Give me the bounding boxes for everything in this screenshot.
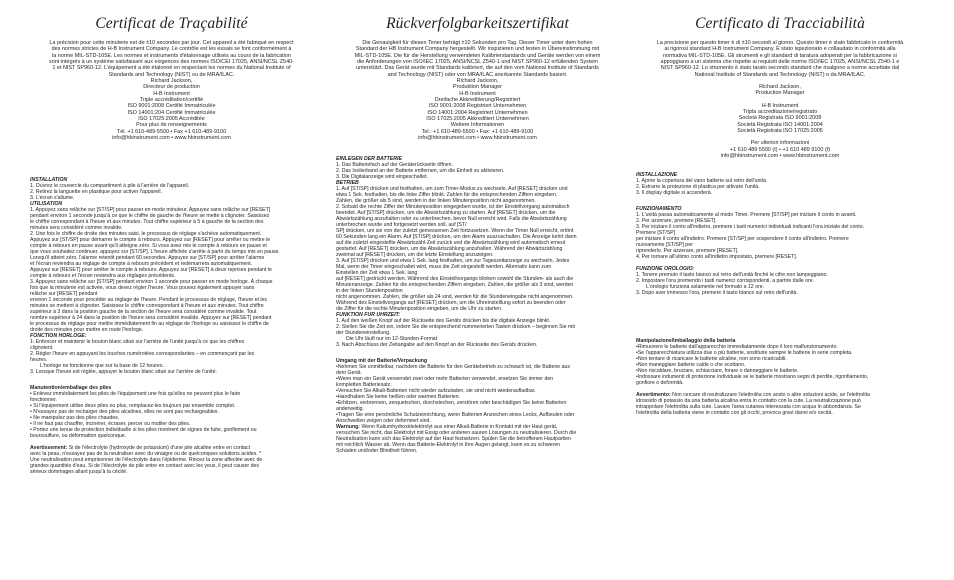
certificate-line: NIST SP960-12. Lo strumento è stato tarato secondo standard che risalgono a norme accettate dal	[660, 65, 900, 72]
accreditation-line: Società Registrata ISO 9001:2008	[738, 115, 822, 122]
uhrzeit-step-3: 3. Nach Abschluss der Zeitangabe auf den Knopf an der Rückseite des Geräts drücken.	[336, 341, 538, 348]
warning-line: Neutralisation kann sich das Elektrolyt auf der Haut festsetzen. Spülen Sie die betroffenen Hautpartien	[336, 435, 571, 442]
certificate-line: Pour plus de renseignements	[136, 122, 207, 129]
warning-line: Schäden und/oder Blindheit führen.	[336, 447, 418, 454]
french-instructions	[30, 177, 313, 475]
warning-line: versuchen Sie nicht, das Elektrolyt mit Essig oder anderen sauren Lösungen zu neutralisieren. Durch die	[336, 429, 577, 436]
horloge-line: heures.	[30, 356, 48, 363]
einlegen-heading: EINLEGEN DER BATTERIE	[336, 155, 402, 162]
piles-list	[30, 391, 313, 439]
italian-warning-line-1: Non cercare di neutralizzare l'elettrolita con aceto o altre soluzioni acide, se l'elettrolita	[670, 391, 870, 398]
italian-warning-rest	[636, 398, 924, 416]
uhrzeit-steps	[336, 318, 619, 336]
funzionamento-line: 2. Per azzerare, premere [RESET].	[636, 217, 717, 224]
certificate-line: ISO 17025:2005 Accréditée	[138, 116, 205, 123]
utilisation-steps	[30, 207, 313, 333]
utilisation-line: Lorsqu'il atteint zéro, l'alarme retentit pendant 60 secondes. Appuyez sur [ST/SP] pour arrêter l'alarme	[30, 254, 265, 261]
german-warning-label: Warnung:	[336, 423, 361, 430]
funzionamento-line: riprenderlo. Per azzerare, premere [RESET].	[636, 247, 739, 254]
certificate-line: Richard Jackson,	[456, 78, 499, 85]
funzionamento-line: 4. Per tornare all'ultimo conto all'indietro impostato, premere [RESET].	[636, 253, 798, 260]
certificate-line: La précision pour cette minuterie est de ±10 secondes par jour. Cet appareil a été fabriqué en respect	[49, 40, 294, 46]
signature-line: Richard Jackson,	[759, 84, 801, 91]
betrieb-line: 1. Auf [ST/SP] drücken und festhalten, um zum Timer-Modus zu wechseln. Auf [RESET] drücken und	[336, 185, 568, 192]
betrieb-line: Mal, wenn der Timer eingeschaltet wird, muss die Zeit eingestellt werden. Alternativ kann zum	[336, 263, 552, 270]
utilisation-line: relâche sur [RESET] pendant	[30, 290, 98, 297]
betrieb-line: 3. Auf [ST/SP] drücken und etwa 1 Sek. lang festhalten, um zur Tageszeitanzeige zu wechseln. Jedes	[336, 257, 570, 264]
piles-item: • N'essayez pas de recharger des piles alcalines, elles ne sont pas rechargeables.	[30, 408, 219, 415]
warning-line: l'elettrolita della batteria viene in contatto con gli occhi, provoca gravi danni e/o cecità.	[636, 409, 833, 416]
warning-line: idrossido di potassio da una batteria alcalina entra in contatto con la cute. La neutralizzazione può	[636, 397, 861, 404]
betrieb-line: Zahlen, die größer als 5 sind, werden in der linken Minutenposition nicht angenommen.	[336, 197, 536, 204]
accreditation-line: H-B Instrument	[761, 102, 799, 109]
horloge-note: L'horloge ne fonctionne que sur la base de 12 heures.	[40, 362, 164, 369]
certificate-line: des normes strictes de H-B Instrument Company. Le contrôle est les essais se font conformément à	[51, 46, 292, 53]
utilisation-line: 1. Appuyez sans relâche sur [ST/SP] pour passer en mode minuteur. Appuyez sans relâche sur [RESET]	[30, 206, 271, 213]
horloge-line: 2. Régler l'heure en appuyant les touches numérotées correspondantes – en commençant par les	[30, 350, 255, 357]
piles-item: • Si l'équipement utilise deux piles ou plus, remplacez-les toujours par ensemble complet.	[30, 402, 236, 409]
umgang-item: •Erhitzen, verbrennen, zerquetschen, durchstechen, zerstören oder beschädigen Sie keine Batterien	[336, 399, 567, 406]
installation-step: 2. Retirez la languette en plastique pour activer l'appareil.	[30, 188, 162, 195]
certificate-line: info@hbinstrument.com • www.hbinstrument.com	[418, 135, 537, 142]
piles-heading: Manutention/emballage des piles	[30, 384, 112, 391]
funzionamento-line: per iniziare il conto all'indietro. Premere [ST/SP] per sospendere il conto all'indietro. Premere	[636, 235, 849, 242]
orologio-note: L'orologio funziona solamente nel formato a 12 ore.	[646, 283, 765, 290]
einlegen-step: 1. Das Batteriefach auf der Geräterückseite öffnen.	[336, 161, 453, 168]
italian-warning	[636, 392, 924, 416]
certificate-line: unterstützt. Das Gerät wurde mit Standards kalibriert, die auf den vom National Institute of Standards	[356, 65, 599, 72]
german-warning-rest	[336, 430, 619, 454]
utilisation-line: nombre supérieur à 24 dans la position de l'heure sera considéré invalide. Appuyez sur [RESET] pendant	[30, 314, 272, 321]
funzionamento-line: Premere [ST/SP]	[636, 229, 676, 236]
orologio-line: 2. Impostare l'ora premendo i tasti numerici corrispondenti, a partire dalle ore.	[636, 277, 815, 284]
utilisation-line: compte à rebours en pause avant qu'il atteigne zéro. Si vous avez mis le compte à rebours en pause et	[30, 242, 267, 249]
utilisation-line: fois que la minuterie est activée, vous devez régler l'heure. Vous pouvez également appuyer sans	[30, 284, 255, 291]
utilisation-line: 3. Appuyez sans relâche sur [ST/SP] pendant environ 1 seconde pour passer en mode horloge. À chaque	[30, 278, 273, 285]
utilisation-line: compte à rebours et l'écran reviendra aux réglages précédents.	[30, 272, 176, 279]
betrieb-line: unterbrochen wurde und fortgesetzt werden soll, auf [ST/	[336, 221, 467, 228]
installazione-step: 2. Estrarre la protezione di plastica per attivare l'unità.	[636, 183, 760, 190]
certificate-line: Die Genauigkeit für diesen Timer beträgt ±10 Sekunden pro Tag. Dieser Timer unter dem hohen	[362, 40, 593, 46]
certificate-line: Standards and Technology (NIST) ou de MRA/ILAC.	[108, 71, 235, 78]
betrieb-heading: BETRIEB	[336, 179, 359, 186]
manipolazione-item: •Indossare indumenti di protezione individuale se le batterie mostrano segni di perdite, rigonfiamento,	[636, 373, 869, 380]
french-column	[30, 0, 313, 580]
certificate-line: normativa MIL-STD-105E. Gli strumenti e gli standard di taratura adoperati per la fabbricazione si	[663, 52, 897, 59]
certificate-line: Standard der HB Instrument Company hergestellt. Wir inspizieren und testen in Übereinstimmung mit	[355, 46, 600, 53]
installation-steps	[30, 183, 313, 201]
funzionamento-line: 3. Per iniziare il conto all'indietro, premere i tasti numerici individuali indicanti l'ora iniziale del conto.	[636, 223, 865, 230]
umgang-item: •Wenn man ein Gerät verwendet zwei oder mehr Batterien verwendet, ersetzen Sie immer den	[336, 375, 554, 382]
uhrzeit-heading: FUNKTION FUR UHRZEIT:	[336, 311, 401, 318]
certificate-line: MIL-STD-105E. Die für die Herstellung verwendeten Kalibrierstandards und Geräte werden von einem	[354, 52, 601, 59]
manipolazione-heading: Manipolazione/Imballaggio della batteria	[636, 337, 736, 344]
german-warning-line-1: Wenn Kaliumhydroxidelektrolyt aus einer Alkali-Batterie in Kontakt mit der Haut gerät,	[360, 423, 558, 430]
utilisation-line: environ 1 seconde pour procéder au réglage de l'heure. Pendant le processus de réglage, l'heure et les	[30, 296, 268, 303]
utilisation-line: le chiffre correspondant à l'heure et aux minutes. Tout chiffre supérieur à 5 à gauche de la section des	[30, 218, 264, 225]
betrieb-line: gestartet. Auf [RESET] drücken, um die Abwärtszählung anzuhalten. Während der Abwärtszählung	[336, 245, 563, 252]
utilisation-line: le processus de réglage pour mettre immédiatement fin au réglage de l'horloge ou saisissez le chiffre de	[30, 320, 269, 327]
certificate-line: Directeur de production	[143, 84, 200, 91]
utilisation-line: que vous souhaitez continuer, appuyez sur [ST/SP]. L'heure affichée s'arrête à partir du temps mis en pause.	[30, 248, 280, 255]
certificate-line: and Technology (NIST) oder von MRA/ILAC anerkannte Standards basiert.	[387, 71, 568, 78]
uhrzeit-note: Die Uhr läuft nur im 12-Stunden-Format	[346, 335, 438, 342]
utilisation-line: supérieur à 3 dans la position gauche de la section de l'heure sera considéré comme invalide. Tout	[30, 308, 257, 315]
funzionamento-line: nuovamente [ST/SP] per	[636, 241, 693, 248]
horloge-step-3: 3. Lorsque l'heure est réglée, appuyer le bouton blanc situé sur l'arrière de l'unité.	[30, 368, 217, 375]
einlegen-step: 2. Das Isolierband an der Batterie entfernen, um die Einheit zu aktivieren.	[336, 167, 505, 174]
french-warning-rest	[30, 451, 313, 475]
utilisation-heading: UTILISATION	[30, 200, 63, 207]
manipolazione-item: •Non tentare di ricaricare le batterie alcaline, non sono ricaricabili.	[636, 355, 787, 362]
warning-line: sérieux dommages allant jusqu'à la cécité.	[30, 468, 128, 475]
betrieb-line: Einstellen der Zeit etwa 1 Sek. lang	[336, 269, 418, 276]
utilisation-line: droite des minutes pour mettre en route l'horloge.	[30, 326, 144, 333]
certificate-line: sont intégrés à un système satisfaisant aux exigences des normes ISO/CEI 17025, ANSI/NCSL Z540-	[49, 59, 294, 66]
installation-heading: INSTALLATION	[30, 176, 68, 183]
piles-item: fonctionner.	[30, 396, 57, 403]
italian-warning-label: Avvertimento:	[636, 391, 671, 398]
utilisation-line: minutes se mettent à clignoter. Saisissez le chiffre correspondant à l'heure et aux minutes. Tout chiffre	[30, 302, 264, 309]
german-title: Rückverfolgbarkeitszertifikat	[386, 15, 569, 32]
german-column	[336, 0, 619, 580]
funzionamento-heading: FUNZIONAMENTO	[636, 205, 682, 212]
installation-step: 3. L'écran s'allume.	[30, 194, 75, 201]
betrieb-line: SP] drücken, um sie von der zuletzt gemessenen Zeit fortzusetzen. Wenn der Timer Null erreicht, ertönt	[336, 227, 574, 234]
warning-line: grandes quantités d'eau. Si de l'électrolyte de pile entre en contact avec les yeux, il peut causer des	[30, 462, 259, 469]
betrieb-line: zweimal auf [RESET] drücken, um die letzte Einstellung anzuzeigen.	[336, 251, 494, 258]
manipolazione-list	[636, 344, 924, 386]
accreditation-line: Società Registrata ISO 14001:2004	[737, 121, 823, 128]
german-instructions	[336, 156, 619, 454]
certificate-line: appoggiano a un sistema che rispette ai requisiti delle norme ISO/IEC 17025, ANSI/NCSL Z540-1 e	[660, 59, 900, 66]
umgang-item: dem Gerät.	[336, 369, 362, 376]
utilisation-line: pendant environ 1 seconde jusqu'à ce que le chiffre de gauche de l'heure se mette à clignoter. Saisissez	[30, 212, 270, 219]
certificate-line: Richard Jackson,	[150, 78, 193, 85]
italian-instructions	[636, 172, 924, 416]
german-certificate-text	[336, 40, 619, 142]
betrieb-line: beendet. Auf [ST/SP] drücken, um die Abwärtszählung zu starten. Auf [RESET] drücken, um die	[336, 209, 556, 216]
certificate-line: H-B Instrument	[153, 90, 190, 97]
certificate-line: ISO 14001:2004 Registriert Unternehmen	[427, 109, 528, 116]
installazione-steps	[636, 178, 924, 196]
certificate-line: Tél. +1 610-489-5500 • Fax +1 610-489-9100	[116, 128, 227, 135]
warning-line: avec la peau, n'essayez pas de la neutraliser avec du vinaigre ou de quelconques solutions acides. *	[30, 450, 262, 457]
funzionamento-line: 1. L'unità passa automaticamente al modo Timer. Premere [ST/SP] per iniziare il conto in avanti.	[636, 211, 857, 218]
certificate-line: die Anforderungen von ISO/IEC 17025, ANSI/NCSL Z540-1 und NIST SP960-12 erfüllenden System	[357, 59, 598, 66]
orologio-heading: FUNZIONE OROLOGIO:	[636, 265, 695, 272]
orologio-step-3: 3. Dopo aver immesso l'ora, premere il tasto bianco sul retro dell'unità.	[636, 289, 798, 296]
installazione-heading: INSTALLAZIONE	[636, 171, 678, 178]
french-title: Certificat de Traçabilité	[95, 15, 248, 32]
warning-line: Une neutralisation peut emprisonner de l'électrolyte dans l'épiderme. Rincez la zone affectée avec de	[30, 456, 263, 463]
german-warning	[336, 424, 619, 454]
french-warning-label: Avertissement:	[30, 444, 68, 451]
signature-line: Production Manager	[755, 90, 805, 97]
umgang-item: •Nehmen Sie unmittelbar, nachdem die Batterie für den Gerätebetrieb zu schwach ist, die Batterie aus	[336, 363, 570, 370]
betrieb-line: Während des Einstellvorgangs auf [RESET] drücken, um die Uhreinstelllung sofort zu beenden oder	[336, 299, 566, 306]
warning-line: mit reichlich Wasser ab. Wenn das Batterie-Elektrolyt in Ihre Augen gelangt, kann es zu schweren	[336, 441, 561, 448]
french-certificate-text	[30, 40, 313, 142]
uhrzeit-line: der Stundeneinstellung.	[336, 329, 391, 336]
betrieb-steps	[336, 186, 619, 312]
manipolazione-item: •Se l'apparecchiatura utilizza due o più batterie, sostituire sempre le batterie in serie completa.	[636, 349, 853, 356]
italian-title: Certificato di Tracciabilità	[695, 15, 865, 32]
certificate-line: ISO 17025:2005 Akkreditiert Unternehmen	[426, 116, 529, 123]
certificate-line: H-B Instrument	[459, 90, 496, 97]
certificate-line: ISO 9001:2008 Certifié Immatriculée	[127, 103, 216, 110]
french-warning-line-1: Si de l'électrolyte (hydroxyde de potassium) d'une pile alcaline entre en contact	[67, 444, 251, 451]
betrieb-line: 2. Sobald die rechte Ziffer der Minutenposition eingegeben wurde, ist der Einstellvorgang automatisch	[336, 203, 570, 210]
horloge-heading: FONCTION HORLOGE:	[30, 332, 87, 339]
utilisation-line: Appuyez sur [RESET] pour arrêter le compte à rebours. Appuyez sur [RESET] à deux reprises pendant le	[30, 266, 272, 273]
umgang-item: •Tragen Sie eine persönliche Schutzeinrichtung, wenn Batterien Anzeichen eines Lecks, Aufbeulen oder	[336, 411, 575, 418]
certificate-line: Triple accréditation/certifié	[139, 97, 204, 104]
certificate-line: Produktion Manager	[453, 84, 502, 91]
horloge-line: clignotent.	[30, 344, 54, 351]
einlegen-steps	[336, 162, 619, 180]
manipolazione-item: gonfiore o deformità.	[636, 379, 684, 386]
piles-item: • Portez une tenue de protection individuelle si les piles montrent de signes de fuite, gonflement ou	[30, 426, 257, 433]
contact-line: +1 610 489 5500 (t) • +1 610 489 9100 (f)	[729, 146, 831, 153]
accreditation-line: Tripla accreditazione/registrato	[742, 109, 818, 116]
certificate-line: ai rigorosi standard H-B Instrument Company. È stato ispezionato e collaudato in conformità alla	[664, 46, 896, 53]
umgang-item: •Handhaben Sie keine heißen oder warmen Batterien.	[336, 393, 461, 400]
piles-item: • Il ne faut pas chauffer, incinérer, écraser, percer ou mutiler des piles.	[30, 420, 191, 427]
umgang-item: kompletten Batteriesatz.	[336, 381, 392, 388]
orologio-steps	[636, 272, 924, 284]
warning-line: intrappolare l'elettrolita sulla cute. Lavare l'area cutanea interessata con acqua in abbondanza. Se	[636, 403, 861, 410]
piles-item: • Ne manipulez pas des piles chaudes.	[30, 414, 120, 421]
installazione-step: 1. Aprire la copertura del vano batterie sul retro dell'unità.	[636, 177, 768, 184]
betrieb-line: etwa 1 Sek. festhalten, bis die linke Ziffer blinkt. Zahlen für die entsprechenden Ziffern eingeben.	[336, 191, 558, 198]
umgang-heading: Umgang mit der Batterie/Verpackung	[336, 357, 428, 364]
manipolazione-item: •Non maneggiare batterie calde o che scottano.	[636, 361, 746, 368]
utilisation-line: minutes sera considéré comme invalide.	[30, 224, 123, 231]
italian-certificate-text	[636, 40, 924, 160]
betrieb-line: Minutenanzeige. Zahlen für die entsprechenden Ziffern eingeben. Zahlen, die größer als 3 sind, werden	[336, 281, 574, 288]
certificate-line: 1 et NIST SP960-12. L'équipement a été étalonné en respectant les normes du National Institute of	[52, 65, 291, 72]
betrieb-line: die Ziffer für die rechte Minutenposition eingeben, um die Uhr zu starten.	[336, 305, 503, 312]
certificate-line: ISO 14001:204 Certifié Immatriculée	[127, 109, 216, 116]
uhrzeit-line: 1. Auf den weißen Knopf auf der Rückseite des Geräts drücken bis die digitale Anzeige blinkt.	[336, 317, 551, 324]
certificate-line: ISO 9001:2008 Registriert Unternehmen	[428, 103, 527, 110]
horloge-line: 1. Enfoncer et maintenir le bouton blanc situé sur l'arrière de l'unité jusqu'à ce que les chiffres	[30, 338, 245, 345]
orologio-line: 1. Tenere premuto il tasto bianco sul retro dell'unità finché le cifre non lampeggiano.	[636, 271, 828, 278]
manipolazione-item: •Rimuovere le batterie dall'apparecchio immediatamente dopo il loro malfunzionamento.	[636, 343, 838, 350]
manipolazione-item: •Non riscaldare, bruciare, schiacciare, forare o danneggiare le batterie.	[636, 367, 799, 374]
einlegen-step: 3. Die Digitalanzeige wird eingeschaltet.	[336, 173, 428, 180]
certificate-line: Weitere Informationen	[450, 122, 505, 129]
contact-line: info@hbinstrument.com • www.hbinstrument.com	[720, 153, 840, 160]
certificate-line: Dreifache Akkreditierung/Registriert	[434, 97, 521, 104]
certificate-line: info@hbinstrument.com • www.hbinstrument.com	[112, 135, 231, 142]
betrieb-line: Abwärtszählung anzuhalten oder zu unterbrechen, bevor Null erreicht wird. Falls die Abwärtszählung	[336, 215, 567, 222]
umgang-item: Anschwellen zeigen oder deformiert sind.	[336, 417, 431, 424]
piles-item: boursouflure, ou déformation quelconque.	[30, 432, 127, 439]
umgang-list	[336, 364, 619, 424]
certificate-line: National Institute of Standards and Technology (NIST) o da MRA/ILAC.	[694, 71, 866, 78]
utilisation-line: et l'écran reviendra au réglage de compte à rebours précédent et redémarrera automatiquement.	[30, 260, 253, 267]
certificate-line: Tel.: +1 610-489-5500 • Fax: +1 610-489-9100	[421, 128, 534, 135]
funzionamento-steps	[636, 212, 924, 260]
uhrzeit-line: 2. Stellen Sie die Zeit ein, indem Sie die entsprechend nummerierten Tasten drücken – beginnen Sie mit	[336, 323, 575, 330]
betrieb-line: in der linken Stundenposition	[336, 287, 403, 294]
installation-step: 1. Ouvrez le couvercle du compartiment à pile à l'arrière de l'appareil.	[30, 182, 190, 189]
utilisation-line: Appuyez sur [ST/SP] pour démarrer le compte à rebours. Appuyez sur [RESET] pour arrêter ou mettre le	[30, 236, 271, 243]
italian-column	[636, 0, 924, 580]
betrieb-line: nicht angenommen. Zahlen, die größer als 24 sind, werden für die Stundeneingabe nicht angenommen.	[336, 293, 574, 300]
accreditation-line: Società Registrata ISO 17025:2005	[737, 128, 823, 135]
certificate-line: La precisione per questo timer è di ±10 secondi al giorno. Questo timer è stato fabbricato in conformità	[656, 40, 904, 46]
contact-line: Per ulteriori informazioni	[750, 140, 810, 147]
french-warning	[30, 445, 313, 475]
umgang-item: •Versuchen Sie Alkali-Batterien nicht wieder aufzuladen, sie sind nicht wiederaufladbar.	[336, 387, 536, 394]
piles-item: • Enlevez immédiatement les piles de l'équipement une fois qu'elles ne peuvent plus le faire	[30, 390, 241, 397]
certificate-line: la norme MIL-STD-105E. Les normes et instruments d'étalonnage utilisés au cours de la fabrication	[52, 52, 291, 59]
installazione-step: 3. Il display digitale si accenderà.	[636, 189, 713, 196]
horloge-steps	[30, 339, 313, 363]
utilisation-line: 2. Une fois le chiffre de droite des minutes saisi, le processus de réglage s'achève automatiquement.	[30, 230, 262, 237]
umgang-item: anderweitig.	[336, 405, 364, 412]
betrieb-line: 60 Sekunden lang ein Alarm. Auf [ST/SP] drücken, um den Alarm auszuschalten. Die Anzeige kehrt dann	[336, 233, 577, 240]
betrieb-line: auf die zuletzt eingestellte Abwärtszähl-Zeit zurück und die Abwärtszählung wird automatisch erneut	[336, 239, 566, 246]
betrieb-line: auf [RESET] gedrückt werden. Während des Einstellvorgangs blinken sowohl die Stunden- als auch die	[336, 275, 574, 282]
